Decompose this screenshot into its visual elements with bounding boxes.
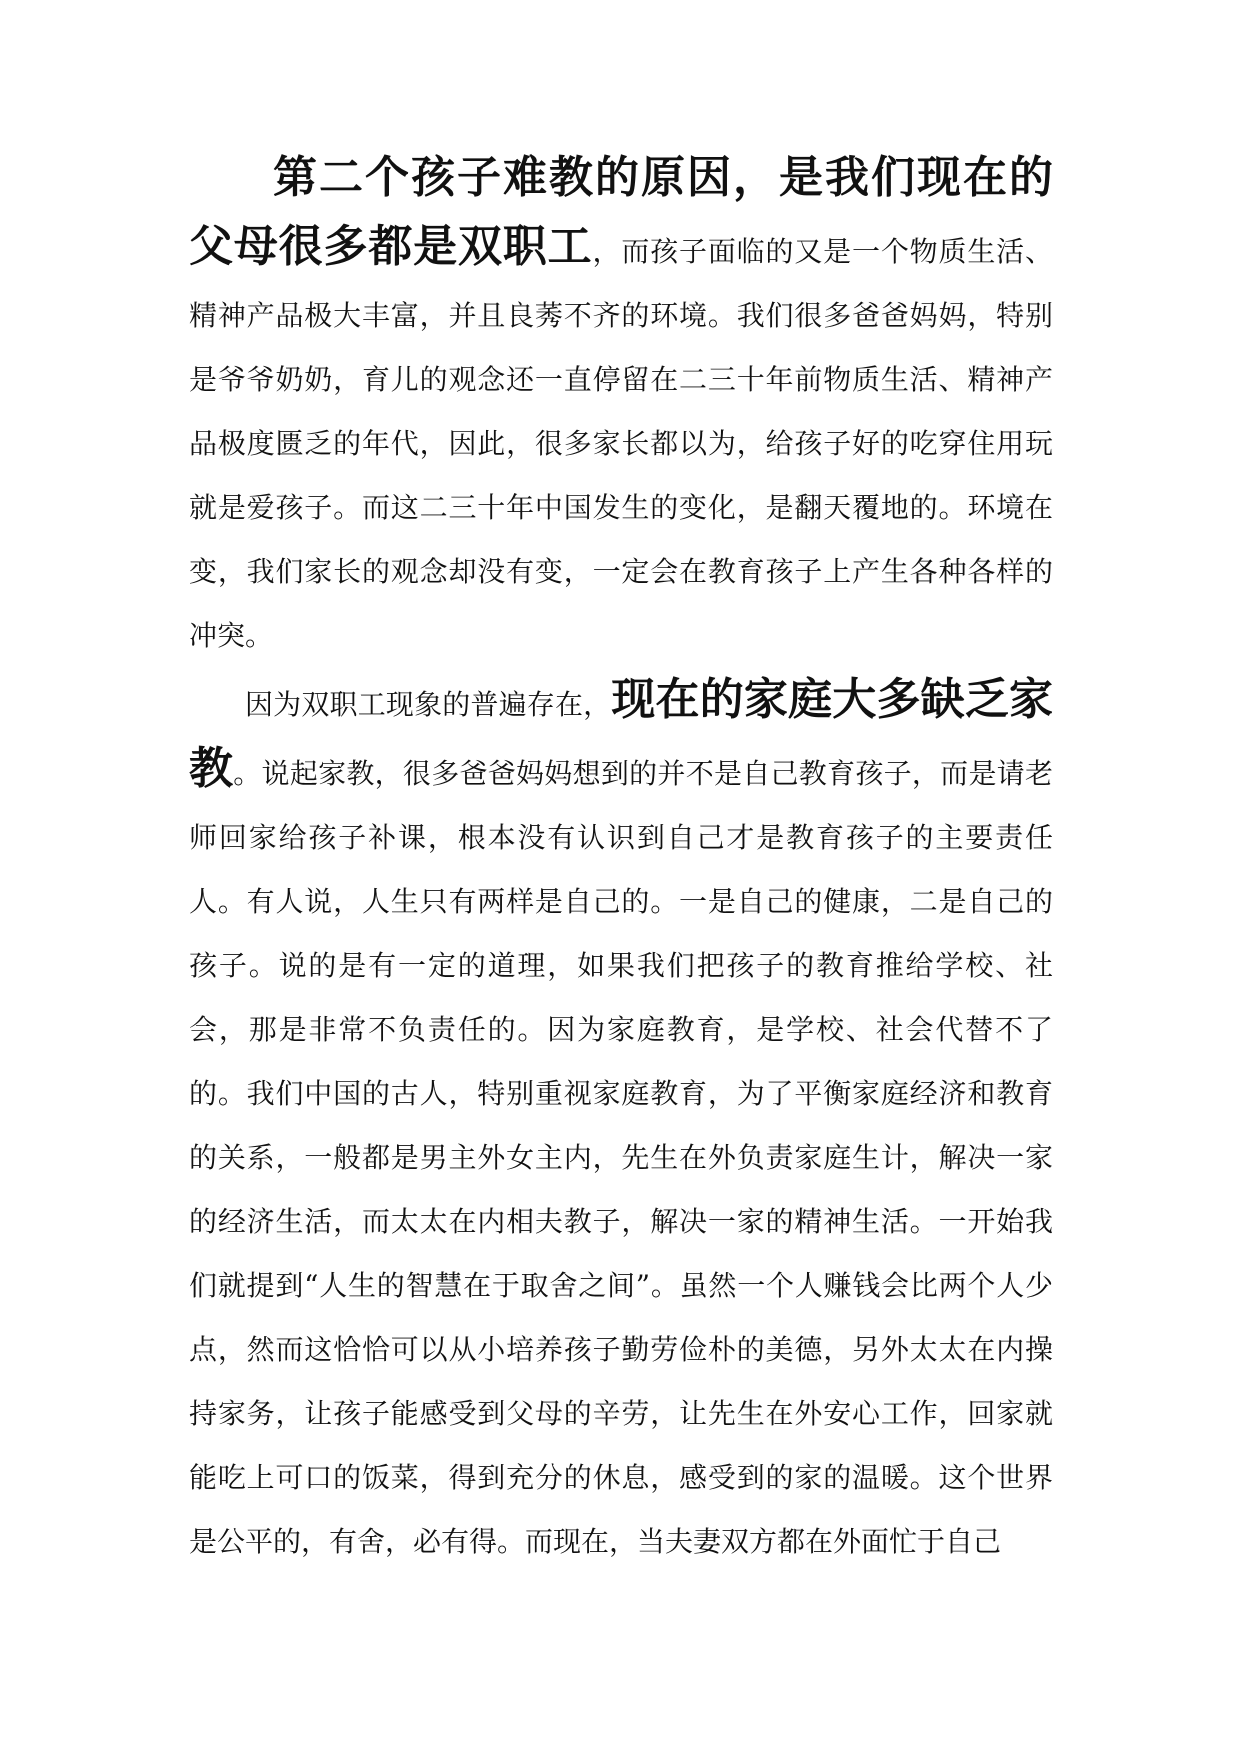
document-body xyxy=(189,146,1053,1574)
paragraph-2-lead: 因为双职工现象的普遍存在， xyxy=(245,688,612,721)
paragraph-2 xyxy=(189,668,1053,1574)
paragraph-2-text: 。说起家教，很多爸爸妈妈想到的并不是自己教育孩子，而是请老师回家给孩子补课，根本没有认识到自己才是教育孩子的主要责任人。有人说，人生只有两样是自己的。一是自己的健康，二是自己的孩子。说的是有一定的道理，如果我们把孩子的教育推给学校、社会，那是非常不负责任的。因为家庭教育，是学校、社会代替不了的。我们中国的古人，特别重视家庭教育，为了平衡家庭经济和教育的关系，一般都是男主外女主内，先生在外负责家庭生计，解决一家的经济生活，而太太在内相夫教子，解决一家的精神生活。一开始我们就提到“人生的智慧在于取舍之间”。虽然一个人赚钱会比两个人少点，然而这恰恰可以从小培养孩子勤劳俭朴的美德，另外太太在内操持家务，让孩子能感受到父母的辛劳，让先生在外安心工作，回家就能吃上可口的饭菜，得到充分的休息，感受到的家的温暖。这个世界是公平的，有舍，必有得。而现在，当夫妻双方都在外面忙于自己 xyxy=(189,757,1053,1558)
paragraph-1-text: ，而孩子面临的又是一个物质生活、精神产品极大丰富，并且良莠不齐的环境。我们很多爸爸妈妈，特别是爷爷奶奶，育儿的观念还一直停留在二三十年前物质生活、精神产品极度匮乏的年代，因此，很多家长都以为，给孩子好的吃穿住用玩就是爱孩子。而这二三十年中国发生的变化，是翻天覆地的。环境在变，我们家长的观念却没有变，一定会在教育孩子上产生各种各样的冲突。 xyxy=(189,235,1053,652)
emphasis-heading-2: 现在的家庭大多缺乏家教 xyxy=(189,674,1053,794)
emphasis-heading-1: 第二个孩子难教的原因，是我们现在的父母很多都是双职工 xyxy=(189,152,1053,272)
paragraph-1 xyxy=(189,146,1053,668)
